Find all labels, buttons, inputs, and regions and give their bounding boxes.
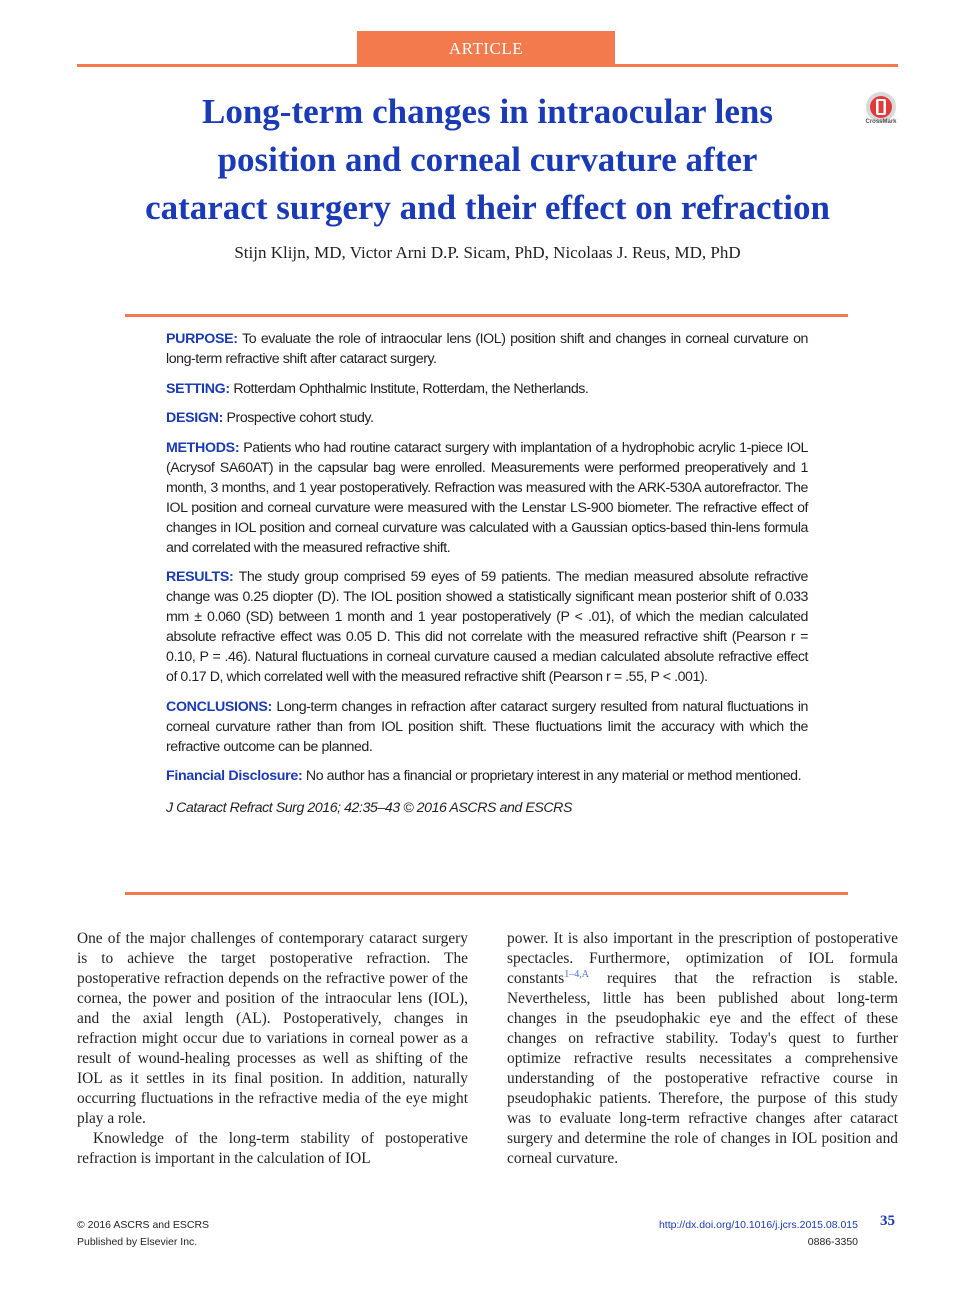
title-line: position and corneal curvature after [217,140,758,179]
conclusions-heading: CONCLUSIONS: [166,698,272,715]
body-paragraph [507,929,898,1169]
title-line: Long-term changes in intraocular lens [201,92,773,131]
abstract-setting [166,379,808,399]
body-column-right [507,929,898,1169]
abstract-top-rule [125,314,848,317]
issn-line: 0886-3350 [807,1236,858,1248]
footer-right [659,1217,858,1251]
methods-text: Patients who had routine cataract surgery with implantation of a hydrophobic acrylic 1-piece IOL (Acrysof SA60AT) in the capsular bag were enrolled. Measurements were performed preoperatively and 1 month, 3 months, and 1 year postoperatively. Refraction was measured with the ARK-530A autorefractor. The IOL position and corneal curvature were measured with the Lenstar LS-900 biometer. The refractive effect of changes in IOL position and corneal curvature was calculated with a Gaussian optics-based thin-lens formula and correlated with the measured refractive shift. [166,439,808,556]
conclusions-text: Long-term changes in refraction after cataract surgery resulted from natural fluctuations in corneal curvature rather than from IOL position shift. These fluctuations limit the accuracy with which the refractive outcome can be planned. [166,698,808,755]
setting-text: Rotterdam Ophthalmic Institute, Rotterdam, the Netherlands. [233,380,589,397]
title-line: cataract surgery and their effect on refraction [145,188,830,227]
crossmark-label: CrossMark [865,119,897,125]
design-heading: DESIGN: [166,410,224,426]
abstract-disclosure [166,766,808,786]
page-number: 35 [880,1213,895,1229]
doi-link[interactable]: http://dx.doi.org/10.1016/j.jcrs.2015.08.015 [658,1219,858,1231]
body-paragraph: Knowledge of the long-term stability of postoperative refraction is important in the calculation of IOL [77,1130,468,1167]
purpose-text: To evaluate the role of intraocular lens (IOL) position shift and changes in corneal curvature on long-term refractive shift after cataract surgery. [166,331,808,367]
abstract-design [166,408,808,428]
disclosure-heading: Financial Disclosure: [166,768,303,784]
body-text: power. It is also important in the prescription of postoperative spectacles. Furthermore, optimization of IOL formula constants [507,930,898,987]
design-text: Prospective cohort study. [226,410,374,426]
article-type-tab: ARTICLE [357,31,615,64]
article-title [77,88,898,232]
body-column-left [77,929,468,1169]
disclosure-text: No author has a financial or proprietary interest in any material or method mentioned. [305,768,802,784]
abstract-bottom-rule [125,892,848,895]
publisher-line: Published by Elsevier Inc. [77,1236,198,1248]
author-list: Stijn Klijn, MD, Victor Arni D.P. Sicam, PhD, Nicolaas J. Reus, MD, PhD [234,243,741,262]
reference-link[interactable]: 1–4,A [564,968,590,980]
copyright-line: © 2016 ASCRS and ESCRS [77,1219,210,1231]
body-text: requires that the refraction is stable. Nevertheless, little has been published about long-term changes in the pseudophakic eye and the effect of these changes on refractive stability. Today's quest to further optimize refractive results necessitates a comprehensive understanding of the postoperative refractive course in pseudophakic patients. Therefore, the purpose of this study was to evaluate long-term refractive changes after cataract surgery and determine the role of changes in IOL position and corneal curvature. [507,970,898,1167]
methods-heading: METHODS: [166,439,240,456]
abstract-methods [166,438,808,558]
header-rule [77,64,898,67]
abstract-results [166,567,808,687]
journal-citation: J Cataract Refract Surg 2016; 42:35–43 © 2016 ASCRS and ESCRS [166,800,572,816]
abstract-purpose [166,329,808,369]
results-heading: RESULTS: [166,569,234,585]
footer-left [77,1217,209,1251]
abstract-conclusions [166,697,808,757]
body-paragraph: One of the major challenges of contemporary cataract surgery is to achieve the target postoperative refraction. The postoperative refraction depends on the refractive power of the cornea, the power and position of the intraocular lens (IOL), and the axial length (AL). Postoperatively, changes in refraction might occur due to variations in corneal power as a result of wound-healing processes as well as shifting of the IOL as it settles in its final position. In addition, naturally occurring fluctuations in the refractive media of the eye might play a role. [77,930,468,1127]
results-text: The study group comprised 59 eyes of 59 patients. The median measured absolute refractive change was 0.25 diopter (D). The IOL position showed a statistically significant mean posterior shift of 0.033 mm ± 0.060 (SD) between 1 month and 1 year postoperatively (P < .01), of which the median calculated absolute refractive effect was 0.05 D. This did not correlate with the measured refractive shift (Pearson r = 0.10, P = .46). Natural fluctuations in corneal curvature caused a median calculated absolute refractive effect of 0.17 D, which correlated well with the measured refractive shift (Pearson r = .55, P < .001). [166,569,808,685]
setting-heading: SETTING: [166,380,230,397]
abstract [166,329,808,828]
purpose-heading: PURPOSE: [166,331,238,347]
